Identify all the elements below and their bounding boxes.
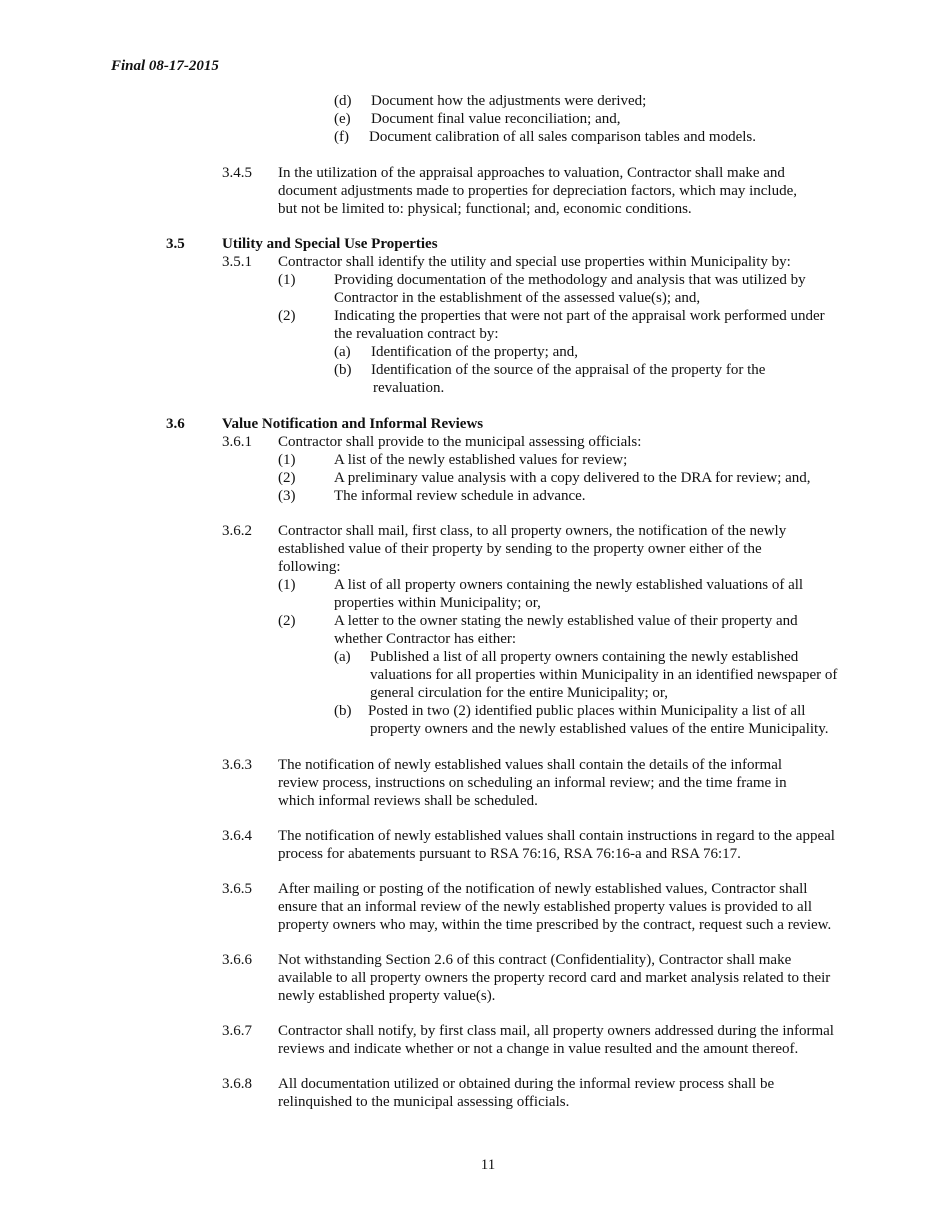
section-heading-title: Utility and Special Use Properties [222,236,438,252]
section-number: 3.6.4 [222,828,252,844]
list-line: Providing documentation of the methodology and analysis that was utilized by [334,272,806,288]
list-line: Contractor in the establishment of the assessed value(s); and, [334,290,701,306]
paragraph-line: document adjustments made to properties for depreciation factors, which may include, [278,183,798,199]
list-label: (3) [278,488,296,504]
section-number: 3.6.3 [222,757,252,773]
paragraph-line: available to all property owners the property record card and market analysis related to their [278,970,831,986]
paragraph-line: ensure that an informal review of the newly established property values is provided to all [278,899,813,915]
list-line: the revaluation contract by: [334,326,499,342]
sublist-line: Published a list of all property owners containing the newly established [370,649,799,665]
section-heading-title: Value Notification and Informal Reviews [222,416,484,432]
paragraph-line: but not be limited to: physical; functional; and, economic conditions. [278,201,692,217]
paragraph-line: After mailing or posting of the notification of newly established values, Contractor shall [278,881,808,897]
sublist-line: Identification of the property; and, [371,344,579,360]
sublist-line: general circulation for the entire Municipality; or, [370,685,669,701]
list-line: The informal review schedule in advance. [334,488,586,504]
section-number: 3.6.8 [222,1076,252,1092]
paragraph-line: following: [278,559,341,575]
paragraph-line: Contractor shall provide to the municipal assessing officials: [278,434,642,450]
sublist-label: (a) [334,649,351,665]
item-d-text: Document how the adjustments were derived; [371,93,647,109]
list-line: whether Contractor has either: [334,631,517,647]
section-number: 3.6.1 [222,434,252,450]
sublist-line: valuations for all properties within Municipality in an identified newspaper of [370,667,838,683]
paragraph-line: Contractor shall mail, first class, to all property owners, the notification of the newly [278,523,787,539]
paragraph-line: process for abatements pursuant to RSA 76:16, RSA 76:16-a and RSA 76:17. [278,846,741,862]
paragraph-line: property owners who may, within the time prescribed by the contract, request such a review. [278,917,832,933]
item-d-label: (d) [334,93,352,109]
section-number: 3.6.5 [222,881,252,897]
paragraph-line: reviews and indicate whether or not a change in value resulted and the amount thereof. [278,1041,799,1057]
paragraph-line: Contractor shall notify, by first class mail, all property owners addressed during the informal [278,1023,834,1039]
section-number: 3.6.2 [222,523,252,539]
sublist-label: (b) [334,362,352,378]
section-number: 3.6.6 [222,952,252,968]
paragraph-line: review process, instructions on scheduling an informal review; and the time frame in [278,775,787,791]
paragraph-line: relinquished to the municipal assessing officials. [278,1094,570,1110]
list-line: properties within Municipality; or, [334,595,541,611]
list-label: (1) [278,577,296,593]
paragraph-line: Not withstanding Section 2.6 of this contract (Confidentiality), Contractor shall make [278,952,792,968]
page-header: Final 08-17-2015 [111,58,219,74]
list-label: (2) [278,470,296,486]
section-number: 3.6.7 [222,1023,252,1039]
list-line: Indicating the properties that were not part of the appraisal work performed under [334,308,825,324]
list-label: (2) [278,613,296,629]
section-number: 3.5.1 [222,254,252,270]
sublist-label: (a) [334,344,351,360]
paragraph-line: The notification of newly established values shall contain the details of the informal [278,757,783,773]
paragraph-line: Contractor shall identify the utility and special use properties within Municipality by: [278,254,791,270]
list-line: A list of the newly established values for review; [334,452,628,468]
list-line: A list of all property owners containing the newly established valuations of all [334,577,804,593]
paragraph-line: which informal reviews shall be scheduled. [278,793,538,809]
sublist-line: property owners and the newly established values of the entire Municipality. [370,721,829,737]
paragraph-line: All documentation utilized or obtained during the informal review process shall be [278,1076,775,1092]
paragraph-line: In the utilization of the appraisal approaches to valuation, Contractor shall make and [278,165,785,181]
list-label: (2) [278,308,296,324]
list-line: A preliminary value analysis with a copy delivered to the DRA for review; and, [334,470,811,486]
item-e-text: Document final value reconciliation; and, [371,111,621,127]
item-f-text: Document calibration of all sales comparison tables and models. [369,129,756,145]
sublist-line: Posted in two (2) identified public places within Municipality a list of all [368,703,806,719]
list-label: (1) [278,452,296,468]
list-line: A letter to the owner stating the newly established value of their property and [334,613,798,629]
sublist-label: (b) [334,703,352,719]
paragraph-line: newly established property value(s). [278,988,496,1004]
paragraph-line: The notification of newly established values shall contain instructions in regard to the appeal [278,828,835,844]
section-number: 3.4.5 [222,165,252,181]
sublist-line: Identification of the source of the appraisal of the property for the [371,362,766,378]
paragraph-line: established value of their property by sending to the property owner either of the [278,541,762,557]
list-label: (1) [278,272,296,288]
section-heading-number: 3.6 [166,416,185,432]
page-number: 11 [480,1157,496,1173]
item-e-label: (e) [334,111,351,127]
item-f-label: (f) [334,129,349,145]
sublist-line: revaluation. [373,380,445,396]
section-heading-number: 3.5 [166,236,185,252]
